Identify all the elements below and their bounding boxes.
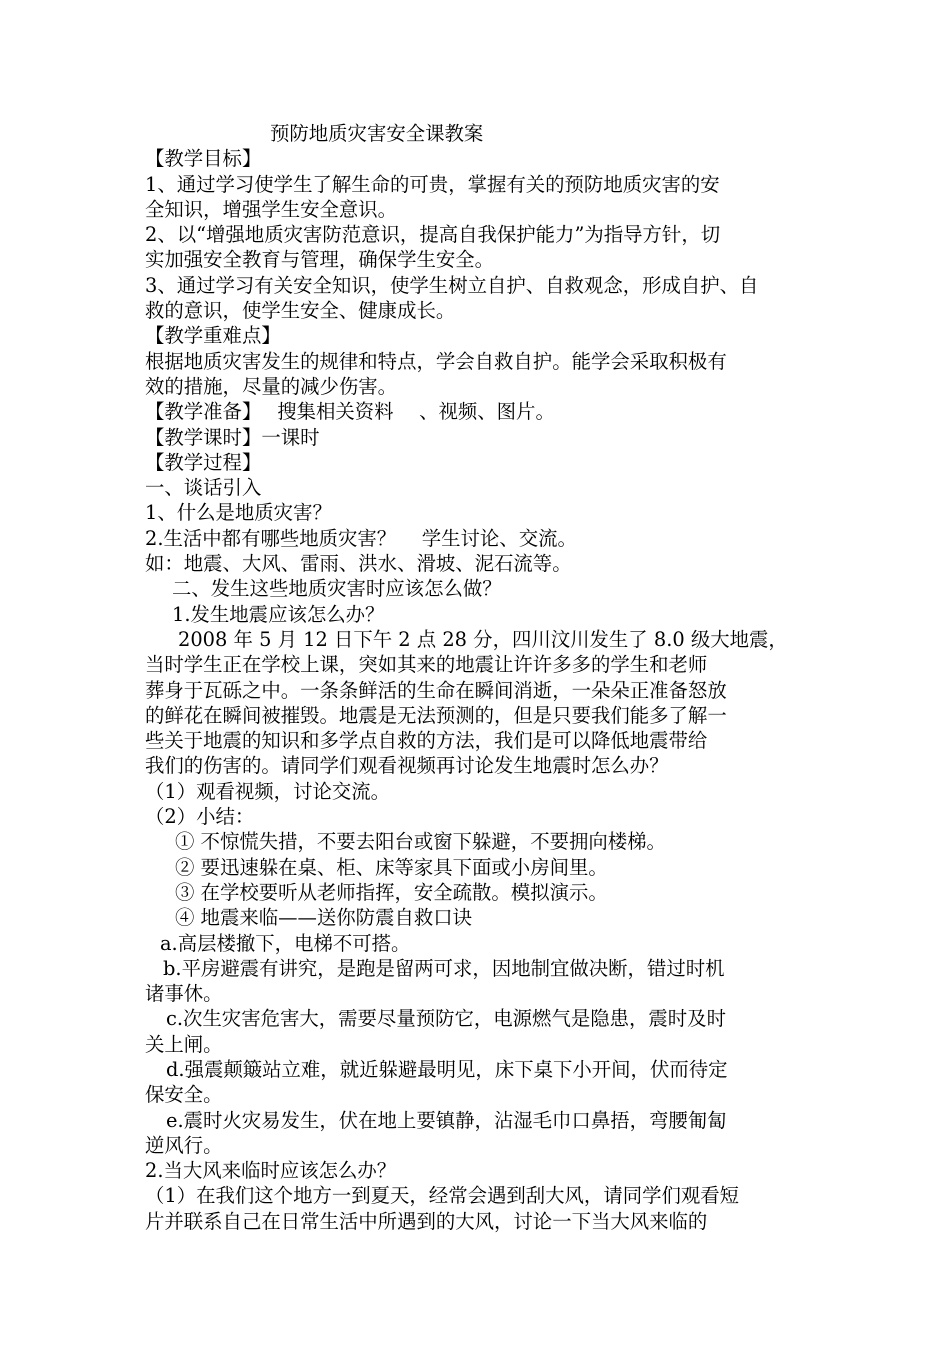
summary-item-4: ④ 地震来临——送你防震自救口诀: [175, 906, 473, 930]
rhyme-a: a.高层楼撤下，电梯不可搭。: [160, 931, 411, 955]
summary-item-2: ② 要迅速躲在桌、柜、床等家具下面或小房间里。: [175, 855, 608, 879]
goal-1-line-2: 全知识，增强学生安全意识。: [145, 197, 398, 221]
rhyme-b-line-1: b.平房避震有讲究，是跑是留两可求，因地制宜做决断，错过时机: [163, 956, 725, 980]
summary-item-1: ① 不惊慌失措，不要去阳台或窗下躲避，不要拥向楼梯。: [175, 830, 666, 854]
rhyme-d-line-2: 保安全。: [145, 1083, 223, 1107]
goal-2-line-2: 实加强安全教育与管理，确保学生安全。: [145, 248, 495, 272]
question-2: 2.生活中都有哪些地质灾害？ 学生讨论、交流。: [145, 526, 577, 550]
goal-2-line-1: 2、以“增强地质灾害防范意识，提高自我保护能力”为指导方针，切: [145, 223, 721, 247]
earthquake-paragraph-line-3: 葬身于瓦砾之中。一条条鲜活的生命在瞬间消逝，一朵朵正准备怒放: [145, 678, 727, 702]
rhyme-d-line-1: d.强震颠簸站立难，就近躲避最明见，床下桌下小开间，伏而待定: [166, 1057, 728, 1081]
goal-3-line-2: 救的意识，使学生安全、健康成长。: [145, 299, 456, 323]
rhyme-b-line-2: 诸事休。: [145, 982, 223, 1006]
goal-1-line-1: 1、通过学习使学生了解生命的可贵，掌握有关的预防地质灾害的安: [145, 172, 720, 196]
earthquake-paragraph-line-5: 些关于地震的知识和多学点自救的方法，我们是可以降低地震带给: [145, 729, 708, 753]
question-1: 1、什么是地质灾害？: [145, 501, 332, 525]
heading-key-points: 【教学重难点】: [145, 324, 281, 348]
wind-paragraph-line-1: （1）在我们这个地方一到夏天，经常会遇到刮大风，请同学们观看短: [145, 1184, 740, 1208]
examples-line: 如：地震、大风、雷雨、洪水、滑坡、泥石流等。: [145, 552, 572, 576]
goal-3-line-1: 3、通过学习有关安全知识，使学生树立自护、自救观念，形成自护、自: [145, 273, 759, 297]
document-page: [145, 121, 813, 1234]
earthquake-paragraph-line-1: 2008 年 5 月 12 日下午 2 点 28 分，四川汶川发生了 8.0 级大地震，: [178, 627, 788, 651]
rhyme-e-line-1: e.震时火灾易发生，伏在地上要镇静，沾湿毛巾口鼻捂，弯腰匍匐: [166, 1108, 727, 1132]
summary-item-3: ③ 在学校要听从老师指挥，安全疏散。模拟演示。: [175, 880, 608, 904]
step-1: （1）观看视频，讨论交流。: [145, 779, 391, 803]
preparation-line: 【教学准备】 搜集相关资料 、视频、图片。: [145, 400, 555, 424]
earthquake-paragraph-line-4: 的鲜花在瞬间被摧毁。地震是无法预测的，但是只要我们能多了解一: [145, 703, 727, 727]
rhyme-c-line-2: 关上闸。: [145, 1032, 223, 1056]
rhyme-c-line-1: c.次生灾害危害大，需要尽量预防它，电源燃气是隐患，震时及时: [166, 1007, 726, 1031]
wind-paragraph-line-2: 片并联系自己在日常生活中所遇到的大风，讨论一下当大风来临的: [145, 1209, 708, 1233]
wind-heading: 2.当大风来临时应该怎么办？: [145, 1159, 397, 1183]
section-intro: 一、谈话引入: [145, 476, 262, 500]
heading-teaching-goals: 【教学目标】: [145, 147, 262, 171]
rhyme-e-line-2: 逆风行。: [145, 1133, 223, 1157]
document-title: 预防地质灾害安全课教案: [270, 122, 484, 145]
step-2: （2）小结：: [145, 805, 255, 829]
class-hours-line: 【教学课时】一课时: [145, 425, 320, 449]
heading-process: 【教学过程】: [145, 450, 262, 474]
earthquake-paragraph-line-6: 我们的伤害的。请同学们观看视频再讨论发生地震时怎么办？: [145, 754, 669, 778]
earthquake-paragraph-line-2: 当时学生正在学校上课，突如其来的地震让许许多多的学生和老师: [145, 653, 708, 677]
section-two-heading: 二、发生这些地质灾害时应该怎么做？: [172, 577, 502, 601]
key-points-line-2: 效的措施，尽量的减少伤害。: [145, 374, 398, 398]
earthquake-heading: 1.发生地震应该怎么办？: [172, 602, 385, 626]
key-points-line-1: 根据地质灾害发生的规律和特点，学会自救自护。能学会采取积极有: [145, 349, 727, 373]
